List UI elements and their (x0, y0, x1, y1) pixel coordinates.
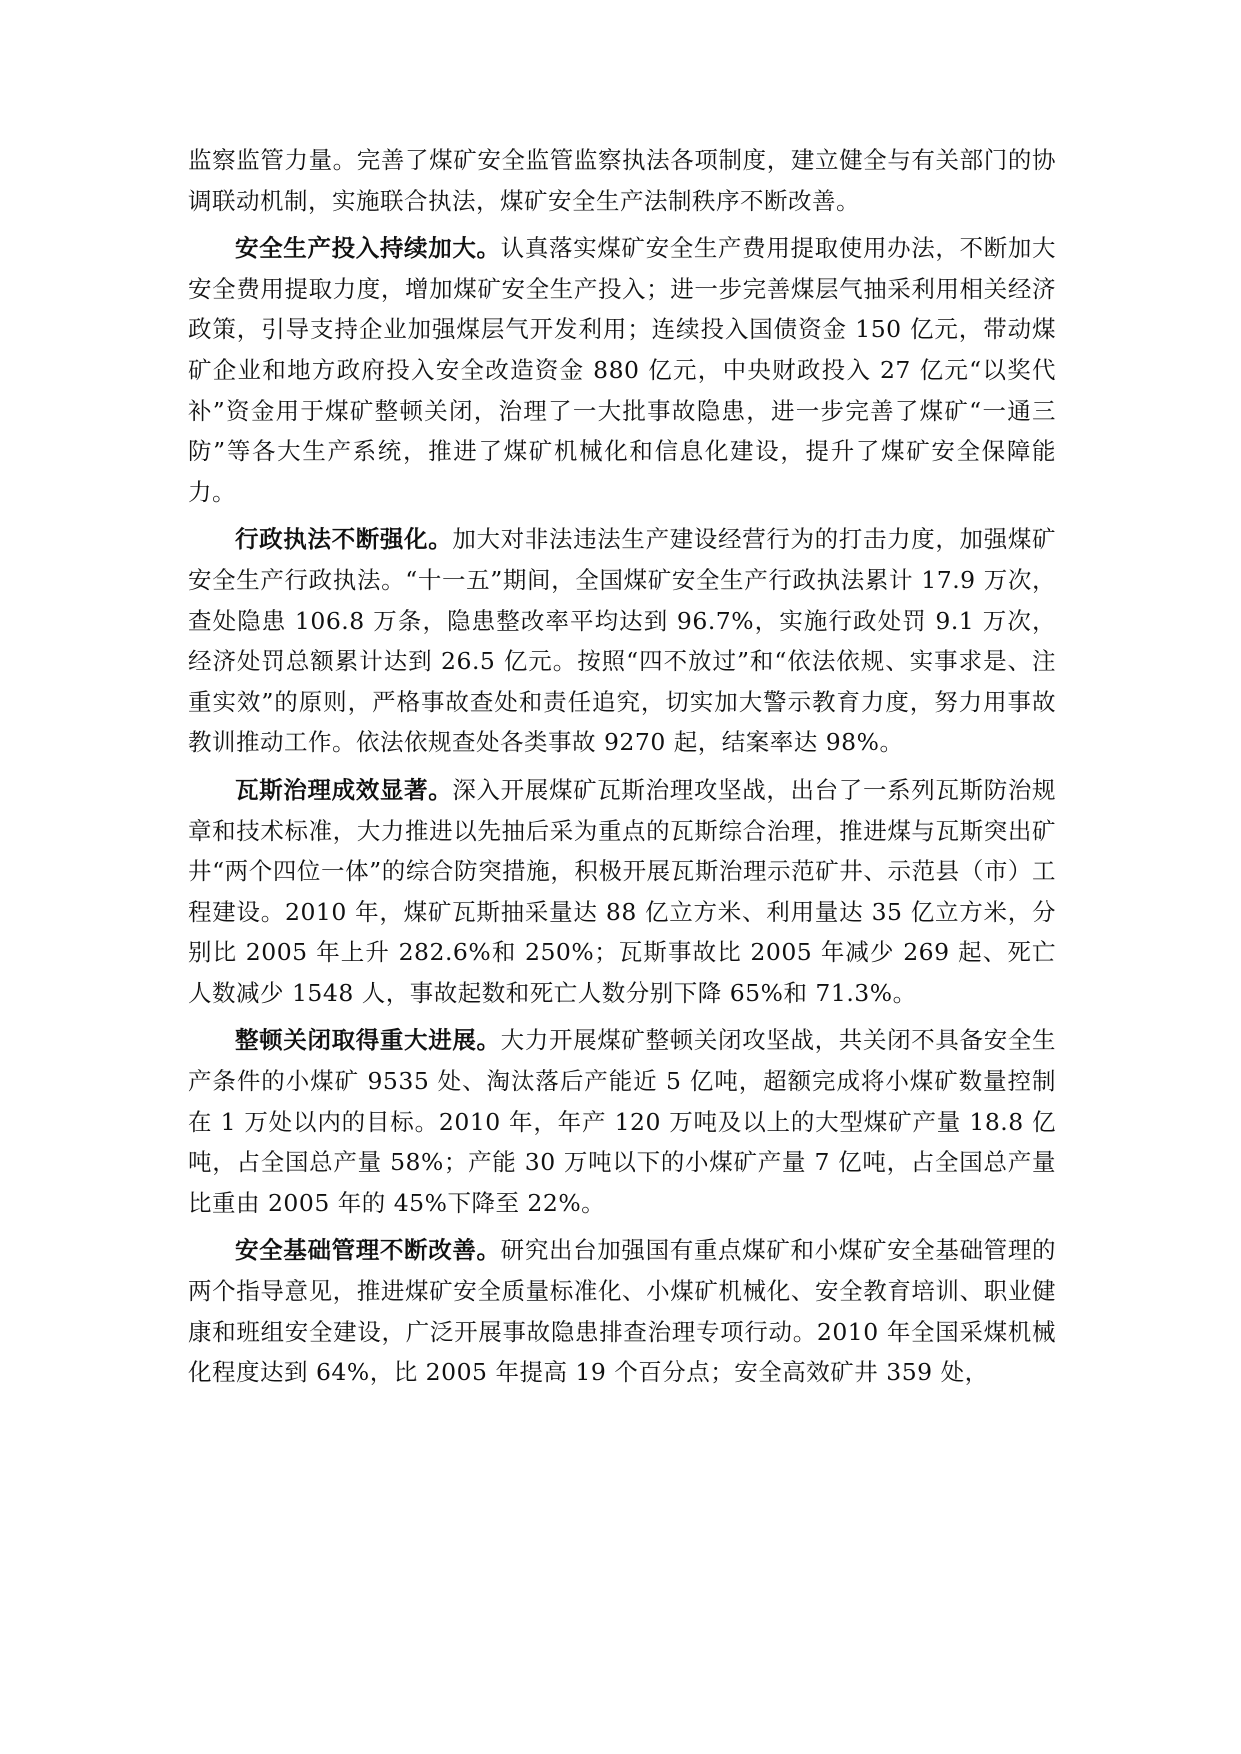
paragraph-lead: 安全基础管理不断改善。 (235, 1236, 501, 1265)
paragraph-text: 深入开展煤矿瓦斯治理攻坚战，出台了一系列瓦斯防治规章和技术标准，大力推进以先抽后采为重点的瓦斯综合治理，推进煤与瓦斯突出矿井“两个四位一体”的综合防突措施，积极开展瓦斯治理示范矿井、示范县（市）工程建设。2010 年，煤矿瓦斯抽采量达 88 亿立方米、利用量达 35 亿立方米，分别比 2005 年上升 282.6%和 250%；瓦斯事故比 2005 年减少 269 起、死亡人数减少 1548 人，事故起数和死亡人数分别下降 65%和 71.3%。 (188, 775, 1057, 1007)
paragraph-text: 监察监管力量。完善了煤矿安全监管监察执法各项制度，建立健全与有关部门的协调联动机制，实施联合执法，煤矿安全生产法制秩序不断改善。 (188, 146, 1056, 215)
paragraph-law-enforcement (188, 519, 1056, 763)
paragraph-text: 加大对非法违法生产建设经营行为的打击力度，加强煤矿安全生产行政执法。“十一五”期间，全国煤矿安全生产行政执法累计 17.9 万次，查处隐患 106.8 万条，隐患整改率平均达到 96.7%，实施行政处罚 9.1 万次，经济处罚总额累计达到 26.5 亿元。按照“四不放过”和“依法依规、实事求是、注重实效”的原则，严格事故查处和责任追究，切实加大警示教育力度，努力用事故教训推动工作。依法依规查处各类事故 9270 起，结案率达 98%。 (188, 525, 1057, 757)
paragraph-text: 认真落实煤矿安全生产费用提取使用办法，不断加大安全费用提取力度，增加煤矿安全生产投入；进一步完善煤层气抽采利用相关经济政策，引导支持企业加强煤层气开发利用；连续投入国债资金 150 亿元，带动煤矿企业和地方政府投入安全改造资金 880 亿元，中央财政投入 27 亿元“以奖代补”资金用于煤矿整顿关闭，治理了一大批事故隐患，进一步完善了煤矿“一通三防”等各大生产系统，推进了煤矿机械化和信息化建设，提升了煤矿安全保障能力。 (188, 234, 1057, 506)
paragraph-lead: 瓦斯治理成效显著。 (235, 775, 453, 804)
paragraph-lead: 安全生产投入持续加大。 (235, 234, 501, 263)
paragraph-text: 大力开展煤矿整顿关闭攻坚战，共关闭不具备安全生产条件的小煤矿 9535 处、淘汰落后产能近 5 亿吨，超额完成将小煤矿数量控制在 1 万处以内的目标。2010 年，年产 120 万吨及以上的大型煤矿产量 18.8 亿吨，占全国总产量 58%；产能 30 万吨以下的小煤矿产量 7 亿吨，占全国总产量比重由 2005 年的 45%下降至 22%。 (188, 1026, 1057, 1217)
paragraph-safety-management (188, 1230, 1056, 1392)
paragraph-lead: 行政执法不断强化。 (235, 525, 453, 554)
paragraph-gas-control (188, 770, 1056, 1014)
paragraph-lead: 整顿关闭取得重大进展。 (235, 1026, 501, 1055)
paragraph-mine-closure (188, 1020, 1056, 1223)
paragraph-safety-investment (188, 228, 1056, 512)
paragraph-supervision-force (188, 140, 1056, 221)
document-page (188, 140, 1056, 1400)
paragraph-text: 研究出台加强国有重点煤矿和小煤矿安全基础管理的两个指导意见，推进煤矿安全质量标准化、小煤矿机械化、安全教育培训、职业健康和班组安全建设，广泛开展事故隐患排查治理专项行动。2010 年全国采煤机械化程度达到 64%，比 2005 年提高 19 个百分点；安全高效矿井 359 处， (188, 1236, 1057, 1387)
